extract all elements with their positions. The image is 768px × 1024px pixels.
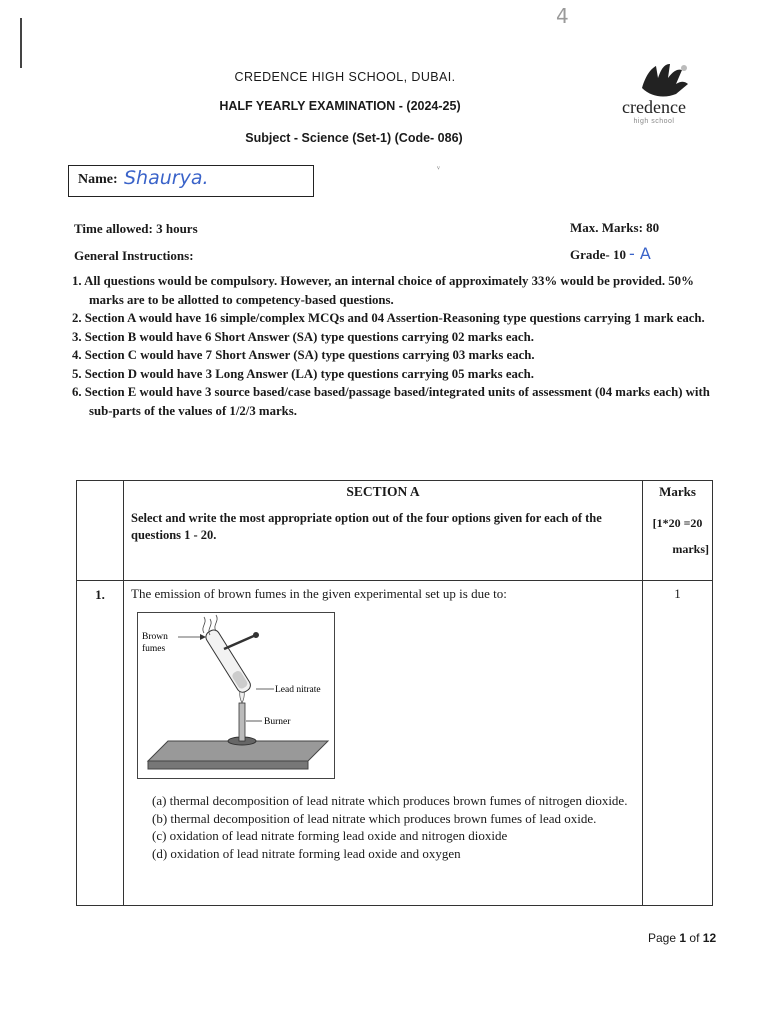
- section-instruction: Select and write the most appropriate option out of the four options given for each of the questions 1 - 20.: [131, 511, 602, 542]
- instructions-title: General Instructions:: [74, 248, 194, 263]
- page-word: Page: [648, 931, 677, 945]
- of-word: of: [689, 931, 700, 945]
- subject-line: Subject - Science (Set-1) (Code- 086): [245, 131, 463, 145]
- option-b: (b) thermal decomposition of lead nitrate which produces brown fumes of lead oxide.: [152, 810, 597, 826]
- page-footer: [648, 931, 716, 945]
- instruction-item: 6. Section E would have 3 source based/case based/passage based/integrated units of assessment (04 marks each) with sub-parts of the values of 1/2/3 marks.: [72, 385, 710, 418]
- table-col-divider: [123, 480, 124, 906]
- student-name-handwritten: Shaurya.: [124, 167, 209, 189]
- figure-label-burner: Burner: [264, 717, 291, 727]
- instruction-item: 3. Section B would have 6 Short Answer (SA) type questions carrying 02 marks each.: [72, 329, 534, 344]
- marks-total-line2: marks]: [672, 542, 709, 556]
- time-allowed: Time allowed: 3 hours: [74, 221, 198, 236]
- instruction-item: 4. Section C would have 7 Short Answer (SA) type questions carrying 03 marks each.: [72, 348, 535, 362]
- table-row-divider: [76, 580, 713, 581]
- option-c: (c) oxidation of lead nitrate forming lead oxide and nitrogen dioxide: [152, 828, 508, 843]
- page-total: 12: [702, 931, 717, 945]
- section-title: SECTION A: [346, 484, 420, 499]
- lead-nitrate-heating-diagram: [137, 612, 335, 779]
- logo-wordmark: credence: [622, 97, 686, 117]
- figure-label-brown: Brown: [142, 632, 168, 642]
- instruction-item: 2. Section A would have 16 simple/complex MCQs and 04 Assertion-Reasoning type questions carrying 1 mark each.: [72, 311, 705, 325]
- page-number: 1: [679, 931, 687, 945]
- logo-tagline: high school: [633, 118, 675, 125]
- answer-options: [152, 792, 632, 862]
- name-label: Name:: [78, 172, 118, 187]
- question-text: The emission of brown fumes in the given experimental set up is due to:: [131, 586, 507, 601]
- grade-label: Grade- 10: [570, 247, 626, 262]
- school-name: CREDENCE HIGH SCHOOL, DUBAI.: [234, 70, 456, 84]
- option-d: (d) oxidation of lead nitrate forming lead oxide and oxygen: [152, 845, 461, 861]
- grade-handwritten: - A: [629, 244, 651, 263]
- figure-label-fumes: fumes: [142, 644, 166, 654]
- question-marks: 1: [674, 586, 681, 601]
- exam-title: HALF YEARLY EXAMINATION - (2024-25): [219, 99, 461, 113]
- stray-mark: ᵛ: [437, 164, 440, 175]
- general-instructions-list: [72, 272, 712, 420]
- marks-total-line1: [1*20 =20: [652, 516, 703, 530]
- marks-header: Marks: [659, 484, 696, 499]
- instruction-item: 1. All questions would be compulsory. However, an internal choice of approximately 33% would be provided. 50% marks are to be allotted to competency-based questions.: [72, 274, 694, 307]
- max-marks: Max. Marks: 80: [570, 220, 660, 235]
- question-number: 1.: [95, 587, 105, 602]
- corner-page-mark: 4: [556, 4, 569, 28]
- instruction-item: 5. Section D would have 3 Long Answer (LA) type questions carrying 05 marks each.: [72, 366, 534, 381]
- option-a: (a) thermal decomposition of lead nitrate which produces brown fumes of nitrogen dioxide.: [152, 793, 628, 808]
- figure-label-lead-nitrate: Lead nitrate: [275, 685, 321, 695]
- margin-line: [20, 18, 22, 68]
